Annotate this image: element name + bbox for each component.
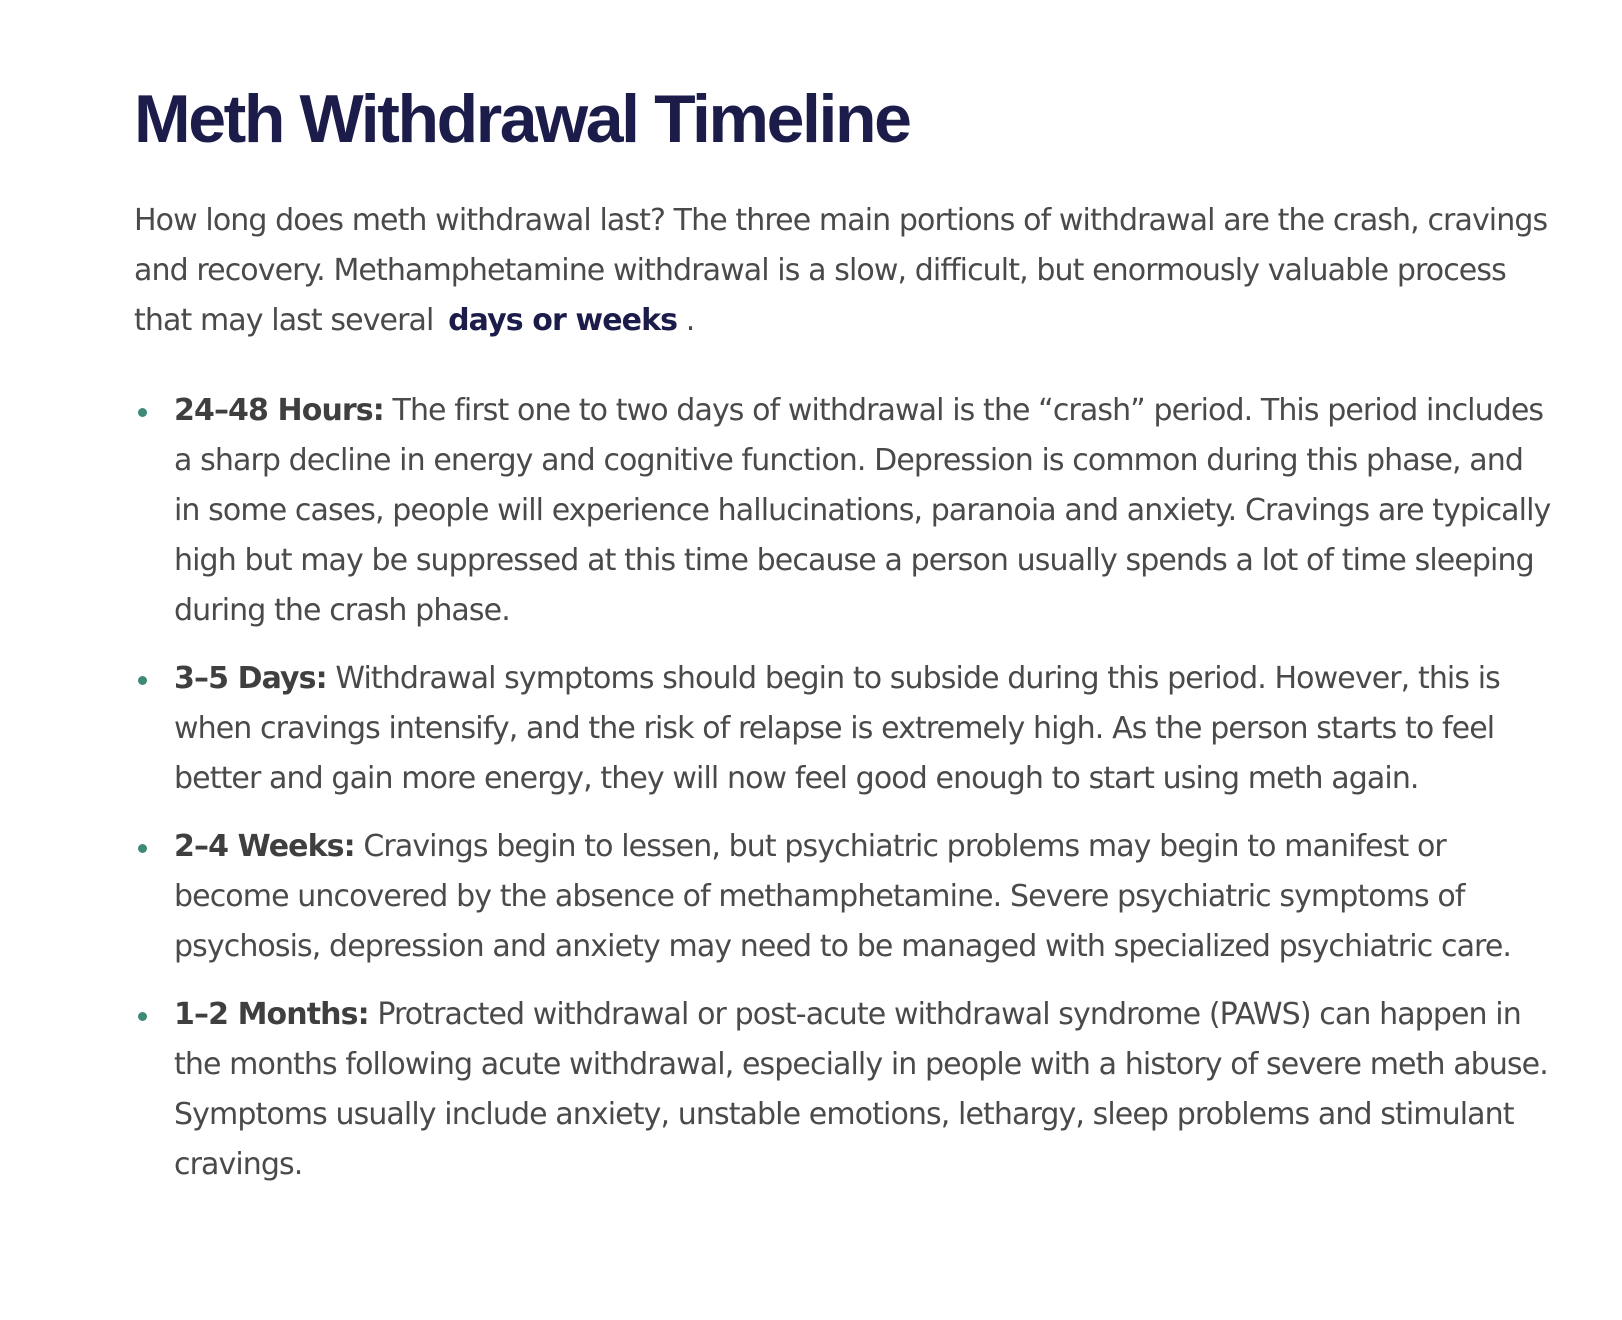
intro-ending: . <box>685 303 695 338</box>
timeline-item-text: Cravings begin to lessen, but psychiatric problems may begin to manifest or become uncovered by the absence of methamphetamine. Severe psychiatric symptoms of psychosis, depression and anxiety may need to be managed with specialized psychiatric care. <box>174 829 1512 964</box>
bullet-dot-icon <box>138 1012 147 1021</box>
page-title: Meth Withdrawal Timeline <box>134 81 910 157</box>
timeline-item-24-48-hours <box>134 386 1554 636</box>
timeline-item-text: Protracted withdrawal or post-acute withdrawal syndrome (PAWS) can happen in the months following acute withdrawal, especially in people with a history of severe meth abuse. Symptoms usually include anxiety, unstable emotions, lethargy, sleep problems and stimulant cravings. <box>174 997 1548 1182</box>
timeline-list <box>134 386 1554 1190</box>
timeline-item-label: 2–4 Weeks: <box>174 829 355 864</box>
timeline-item-label: 24–48 Hours: <box>174 393 384 428</box>
intro-paragraph <box>134 196 1554 346</box>
timeline-item-label: 3–5 Days: <box>174 661 327 696</box>
timeline-item-label: 1–2 Months: <box>174 997 369 1032</box>
timeline-item-text: Withdrawal symptoms should begin to subside during this period. However, this is when cravings intensify, and the risk of relapse is extremely high. As the person starts to feel better and gain more energy, they will now feel good enough to start using meth again. <box>174 661 1500 796</box>
intro-text: How long does meth withdrawal last? The three main portions of withdrawal are the crash, cravings and recovery. Methamphetamine withdrawal is a slow, difficult, but enormously valuable process that may last several <box>134 203 1548 338</box>
bullet-dot-icon <box>138 408 147 417</box>
bullet-dot-icon <box>138 844 147 853</box>
timeline-item-text: The first one to two days of withdrawal is the “crash” period. This period includes a sharp decline in energy and cognitive function. Depression is common during this phase, and in some cases, people will experience hallucinations, paranoia and anxiety. Cravings are typically high but may be suppressed at this time because a person usually spends a lot of time sleeping during the crash phase. <box>174 393 1551 628</box>
timeline-item-3-5-days <box>134 654 1554 804</box>
article <box>134 78 1554 1208</box>
bullet-dot-icon <box>138 676 147 685</box>
timeline-item-2-4-weeks <box>134 822 1554 972</box>
days-or-weeks-link[interactable]: days or weeks <box>448 303 678 338</box>
timeline-item-1-2-months <box>134 990 1554 1190</box>
